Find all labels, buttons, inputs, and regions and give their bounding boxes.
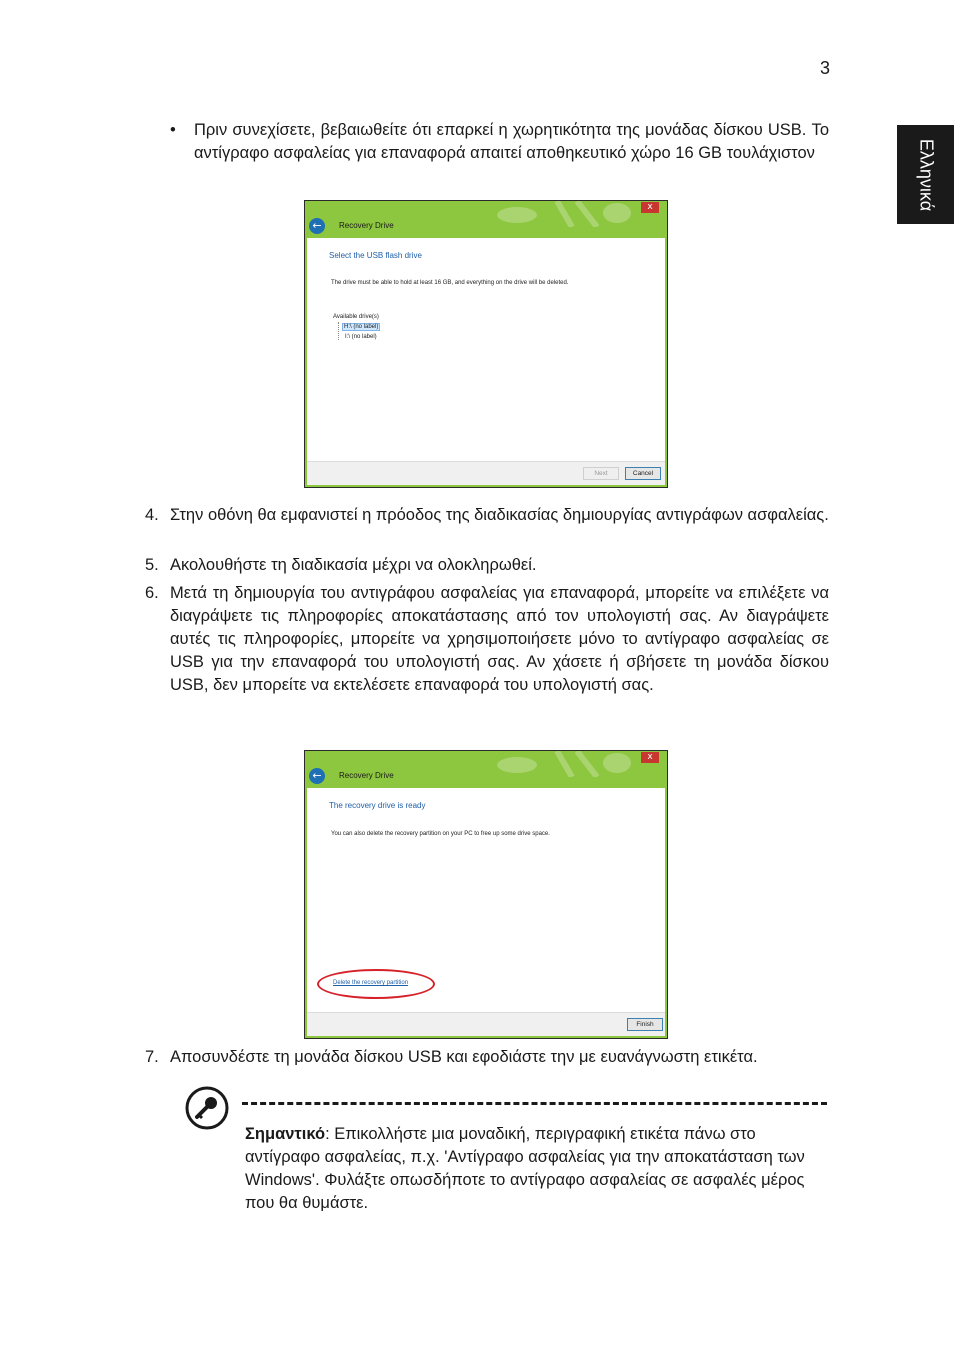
wizard-heading: Select the USB flash drive: [329, 251, 422, 260]
wizard-body: [307, 788, 665, 1013]
note-divider: [242, 1102, 827, 1105]
step-text: Ακολουθήστε τη διαδικασία μέχρι να ολοκληρωθεί.: [170, 556, 537, 574]
important-note: [245, 1123, 820, 1215]
step-text: Στην οθόνη θα εμφανιστεί η πρόοδος της διαδικασίας δημιουργίας αντιγράφων ασφαλείας.: [170, 506, 829, 524]
page-number: 3: [819, 58, 830, 78]
wizard-body: [307, 238, 665, 462]
important-key-icon: [185, 1086, 229, 1130]
note-body: : Επικολλήστε μια μοναδική, περιγραφική ετικέτα πάνω στο αντίγραφο ασφαλείας, π.χ. 'Αντίγραφο ασφαλείας για την αποκατάσταση των Windows'. Φυλάξτε οπωσδήποτε το αντίγραφο ασφαλείας σε ασφαλές μέρος που θα θυμάστε.: [245, 1125, 805, 1212]
drive-item-h[interactable]: H:\ (no label): [344, 324, 379, 330]
wizard-heading: The recovery drive is ready: [329, 801, 426, 810]
next-button[interactable]: Next: [583, 467, 619, 480]
highlight-ellipse: [317, 969, 435, 999]
step-text: Μετά τη δημιουργία του αντιγράφου ασφαλείας για επαναφορά, μπορείτε να επιλέξετε να διαγράψετε τις πληροφορίες αποκατάστασης από τον υπολογιστή σας. Αν διαγράψετε αυτές τις πληροφορίες, μπορείτε να χρησιμοποιήσετε μόνο το αντίγραφο ασφαλείας σε USB για την επαναφορά του υπολογιστή σας. Αν χάσετε ή σβήσετε τη μονάδα δίσκου USB, δεν μπορείτε να εκτελέσετε επαναφορά του υπολογιστή σας.: [170, 584, 829, 694]
step-text: Αποσυνδέστε τη μονάδα δίσκου USB και εφοδιάστε την με ευανάγνωστη ετικέτα.: [170, 1048, 758, 1066]
step-number: 6.: [145, 584, 159, 602]
drive-tree-label: Available drive(s): [333, 314, 379, 320]
wizard-footer: [307, 1012, 665, 1036]
wizard-footer: [307, 461, 665, 485]
wizard-description: You can also delete the recovery partition on your PC to free up some drive space.: [331, 831, 550, 837]
titlebar-decoration: [477, 751, 637, 777]
step-number: 7.: [145, 1048, 159, 1066]
cancel-button[interactable]: Cancel: [625, 467, 661, 480]
back-arrow-icon[interactable]: ←: [309, 768, 325, 784]
recovery-drive-screenshot-select: [304, 200, 668, 488]
finish-button[interactable]: Finish: [627, 1018, 663, 1031]
language-tab-label: Ελληνικά: [916, 138, 936, 211]
step-number: 4.: [145, 506, 159, 524]
back-arrow-icon[interactable]: ←: [309, 218, 325, 234]
window-title: Recovery Drive: [339, 221, 394, 230]
titlebar-decoration: [477, 201, 637, 227]
drive-item-i[interactable]: I:\ (no label): [345, 334, 377, 340]
bullet-marker: •: [170, 121, 176, 139]
window-close-button[interactable]: x: [641, 752, 659, 763]
step-number: 5.: [145, 556, 159, 574]
bullet-text: Πριν συνεχίσετε, βεβαιωθείτε ότι επαρκεί η χωρητικότητα της μονάδας δίσκου USB. Το αντίγραφο ασφαλείας για επαναφορά απαιτεί αποθηκευτικό χώρο 16 GB τουλάχιστον: [194, 121, 829, 162]
window-title: Recovery Drive: [339, 771, 394, 780]
recovery-drive-screenshot-ready: [304, 750, 668, 1039]
language-tab: [897, 125, 954, 224]
window-close-button[interactable]: x: [641, 202, 659, 213]
tree-connector: [338, 322, 339, 340]
delete-recovery-partition-link[interactable]: Delete the recovery partition: [333, 980, 409, 986]
wizard-description: The drive must be able to hold at least 16 GB, and everything on the drive will be deleted.: [331, 280, 569, 286]
note-label: Σημαντικό: [245, 1125, 326, 1143]
